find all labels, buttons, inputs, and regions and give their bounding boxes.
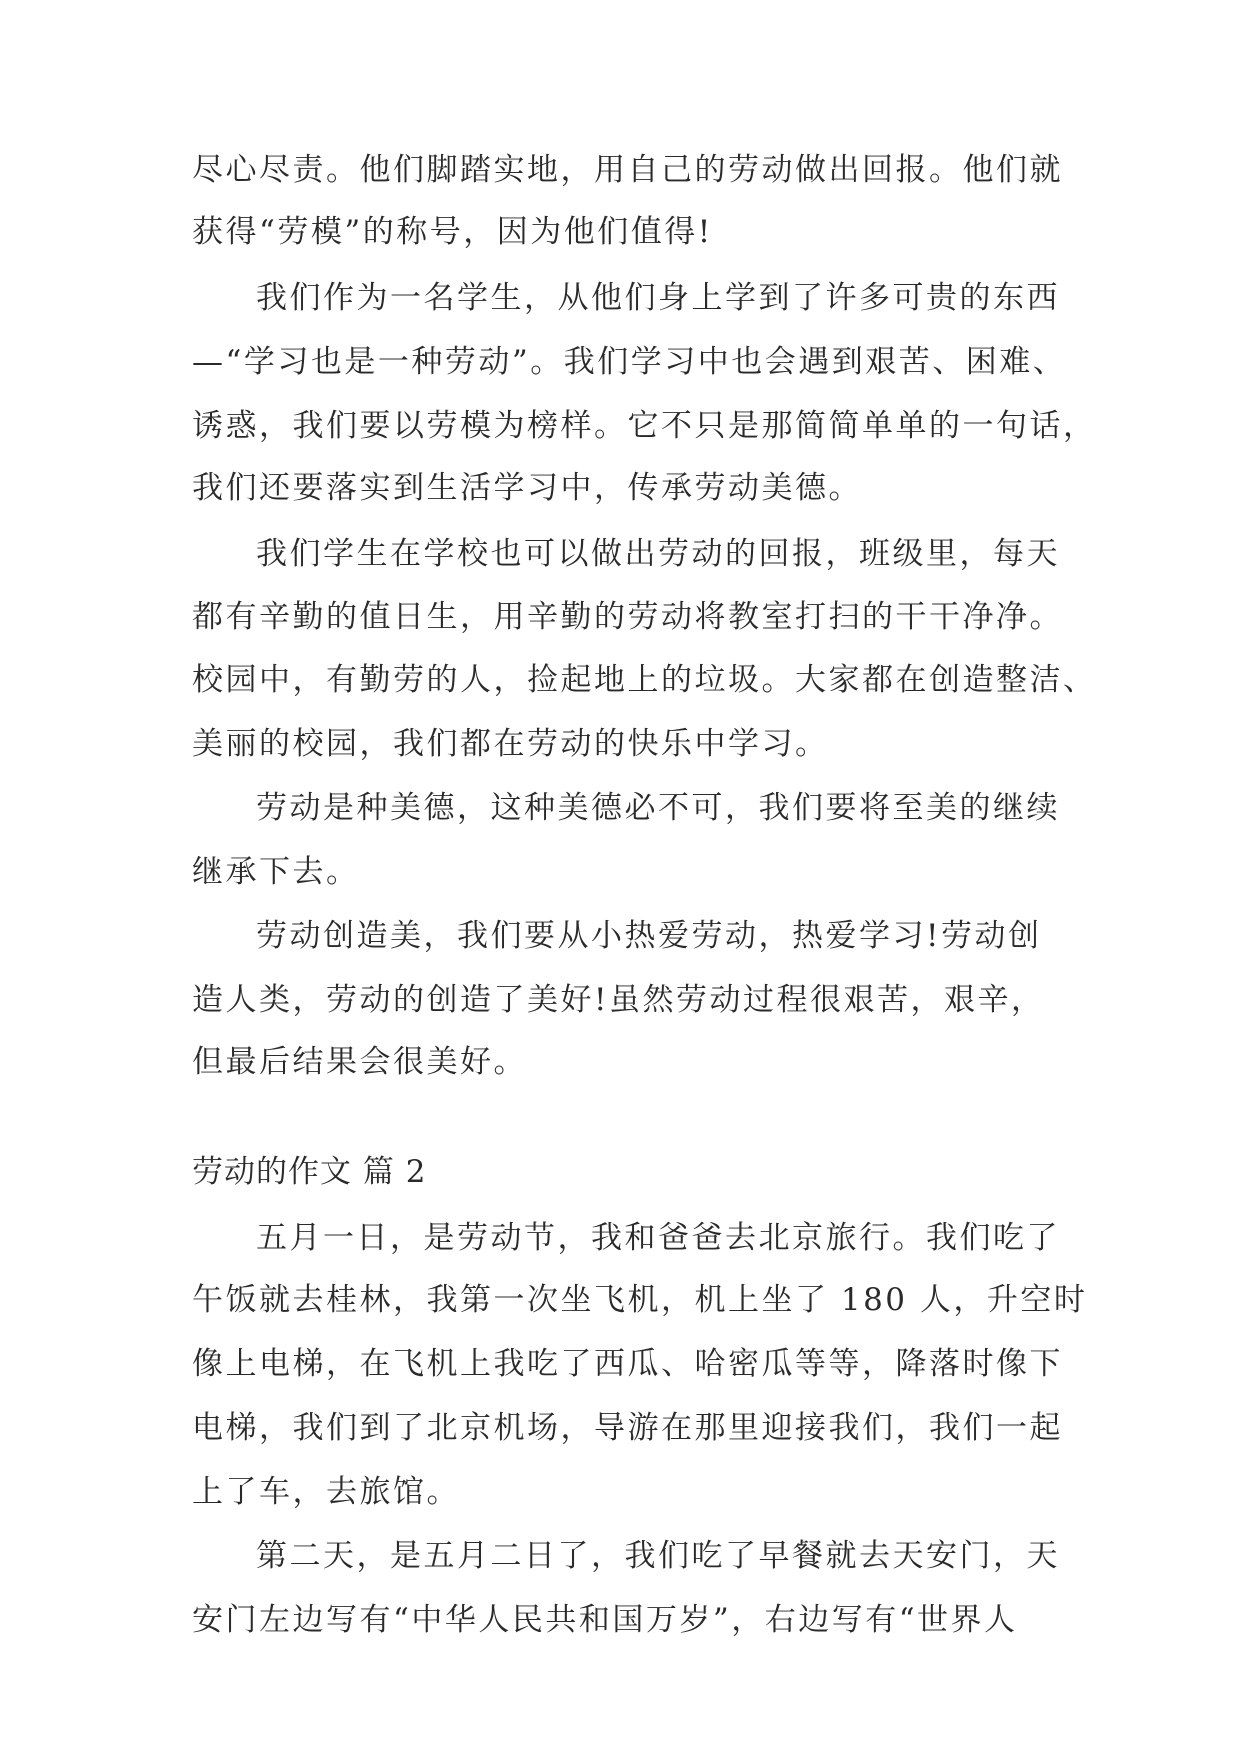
text-line: 造人类，劳动的创造了美好!虽然劳动过程很艰苦，艰辛， [192, 982, 1045, 1018]
text-line: 午饭就去桂林，我第一次坐飞机，机上坐了 180 人，升空时 [192, 1282, 1088, 1318]
section-heading: 劳动的作文 篇 2 [192, 1154, 427, 1190]
text-line: 上了车，去旅馆。 [192, 1474, 460, 1510]
text-line: 获得“劳模”的称号，因为他们值得! [192, 214, 713, 250]
text-line: 我们还要落实到生活学习中，传承劳动美德。 [192, 470, 862, 506]
text-line: 但最后结果会很美好。 [192, 1044, 527, 1080]
text-line: 都有辛勤的值日生，用辛勤的劳动将教室打扫的干干净净。 [192, 599, 1063, 635]
text-line: 电梯，我们到了北京机场，导游在那里迎接我们，我们一起 [192, 1410, 1063, 1446]
text-line: 安门左边写有“中华人民共和国万岁”，右边写有“世界人 [192, 1602, 1018, 1638]
text-line: 尽心尽责。他们脚踏实地，用自己的劳动做出回报。他们就 [192, 152, 1063, 188]
paragraph-start-line: 五月一日，是劳动节，我和爸爸去北京旅行。我们吃了 [256, 1220, 1060, 1256]
text-line: 继承下去。 [192, 854, 360, 890]
text-line: 校园中，有勤劳的人，捡起地上的垃圾。大家都在创造整洁、 [192, 662, 1097, 698]
text-line: 像上电梯，在飞机上我吃了西瓜、哈密瓜等等，降落时像下 [192, 1346, 1063, 1382]
paragraph-start-line: 第二天，是五月二日了，我们吃了早餐就去天安门，天 [256, 1538, 1060, 1574]
text-line: —“学习也是一种劳动”。我们学习中也会遇到艰苦、困难、 [192, 344, 1067, 380]
paragraph-start-line: 我们作为一名学生，从他们身上学到了许多可贵的东西 [256, 280, 1060, 316]
text-line: 美丽的校园，我们都在劳动的快乐中学习。 [192, 726, 829, 762]
paragraph-start-line: 我们学生在学校也可以做出劳动的回报，班级里，每天 [256, 536, 1060, 572]
paragraph-start-line: 劳动是种美德，这种美德必不可，我们要将至美的继续 [256, 790, 1060, 826]
text-line: 诱惑，我们要以劳模为榜样。它不只是那简简单单的一句话， [192, 408, 1097, 444]
paragraph-start-line: 劳动创造美，我们要从小热爱劳动，热爱学习!劳动创 [256, 918, 1042, 954]
